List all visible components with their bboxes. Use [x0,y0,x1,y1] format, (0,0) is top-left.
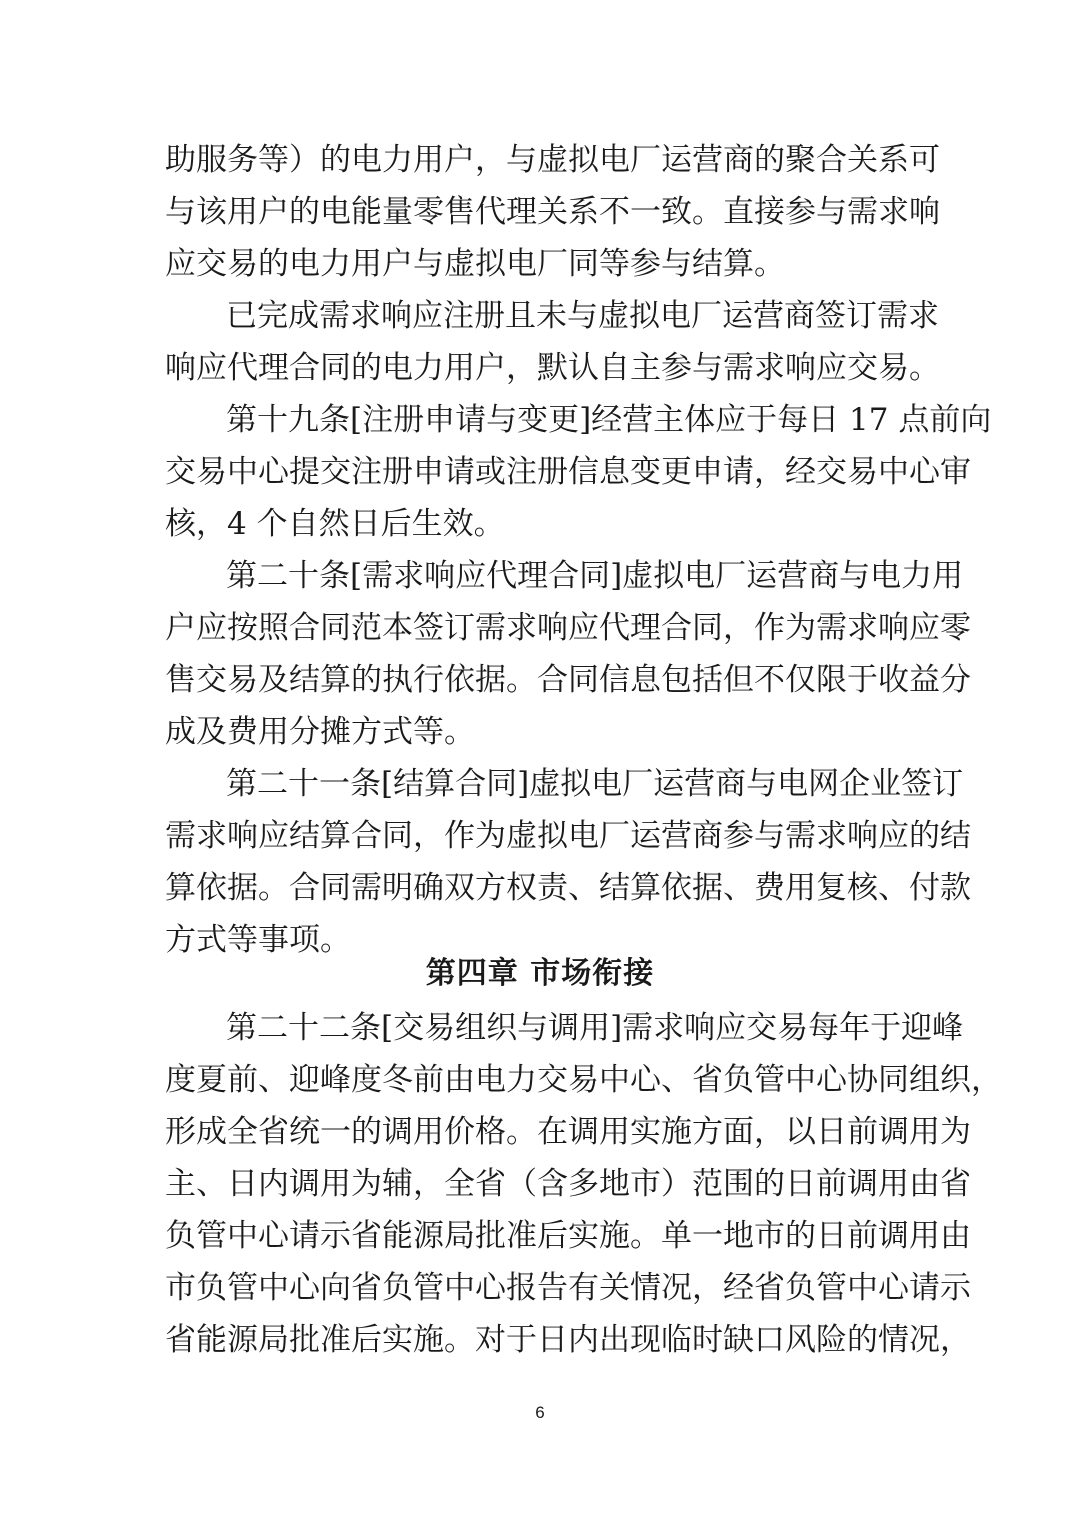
article-22-line: 主、日内调用为辅，全省（含多地市）范围的日前调用由省 [165,1166,971,1202]
paragraph-line: 与该用户的电能量零售代理关系不一致。直接参与需求响 [165,194,940,230]
paragraph-line: 应交易的电力用户与虚拟电厂同等参与结算。 [165,246,785,282]
article-22-line: 市负管中心向省负管中心报告有关情况，经省负管中心请示 [165,1270,971,1306]
article-20-line: 成及费用分摊方式等。 [165,714,475,750]
article-20-line: 户应按照合同范本签订需求响应代理合同，作为需求响应零 [165,610,971,646]
article-19-line: 交易中心提交注册申请或注册信息变更申请，经交易中心审 [165,454,971,490]
article-22-line: 形成全省统一的调用价格。在调用实施方面，以日前调用为 [165,1114,971,1150]
article-19-line: 第十九条[注册申请与变更]经营主体应于每日 17 点前向 [226,402,992,438]
article-20-line: 第二十条[需求响应代理合同]虚拟电厂运营商与电力用 [226,558,964,594]
article-21-line: 第二十一条[结算合同]虚拟电厂运营商与电网企业签订 [226,766,964,802]
article-20-line: 售交易及结算的执行依据。合同信息包括但不仅限于收益分 [165,662,971,698]
chapter-heading: 第四章 市场衔接 [425,956,655,991]
article-21-line: 方式等事项。 [165,922,351,958]
article-22-line: 第二十二条[交易组织与调用]需求响应交易每年于迎峰 [226,1010,964,1046]
paragraph-line: 响应代理合同的电力用户，默认自主参与需求响应交易。 [165,350,940,386]
article-19-line: 核，4 个自然日后生效。 [165,506,505,542]
article-21-line: 需求响应结算合同，作为虚拟电厂运营商参与需求响应的结 [165,818,971,854]
paragraph-line: 已完成需求响应注册且未与虚拟电厂运营商签订需求 [226,298,939,334]
paragraph-line: 助服务等）的电力用户，与虚拟电厂运营商的聚合关系可 [165,142,940,178]
page-number: 6 [535,1403,545,1422]
article-22-line: 度夏前、迎峰度冬前由电力交易中心、省负管中心协同组织， [165,1062,1002,1098]
article-22-line: 负管中心请示省能源局批准后实施。单一地市的日前调用由 [165,1218,971,1254]
article-21-line: 算依据。合同需明确双方权责、结算依据、费用复核、付款 [165,870,971,906]
article-22-line: 省能源局批准后实施。对于日内出现临时缺口风险的情况， [165,1322,971,1358]
